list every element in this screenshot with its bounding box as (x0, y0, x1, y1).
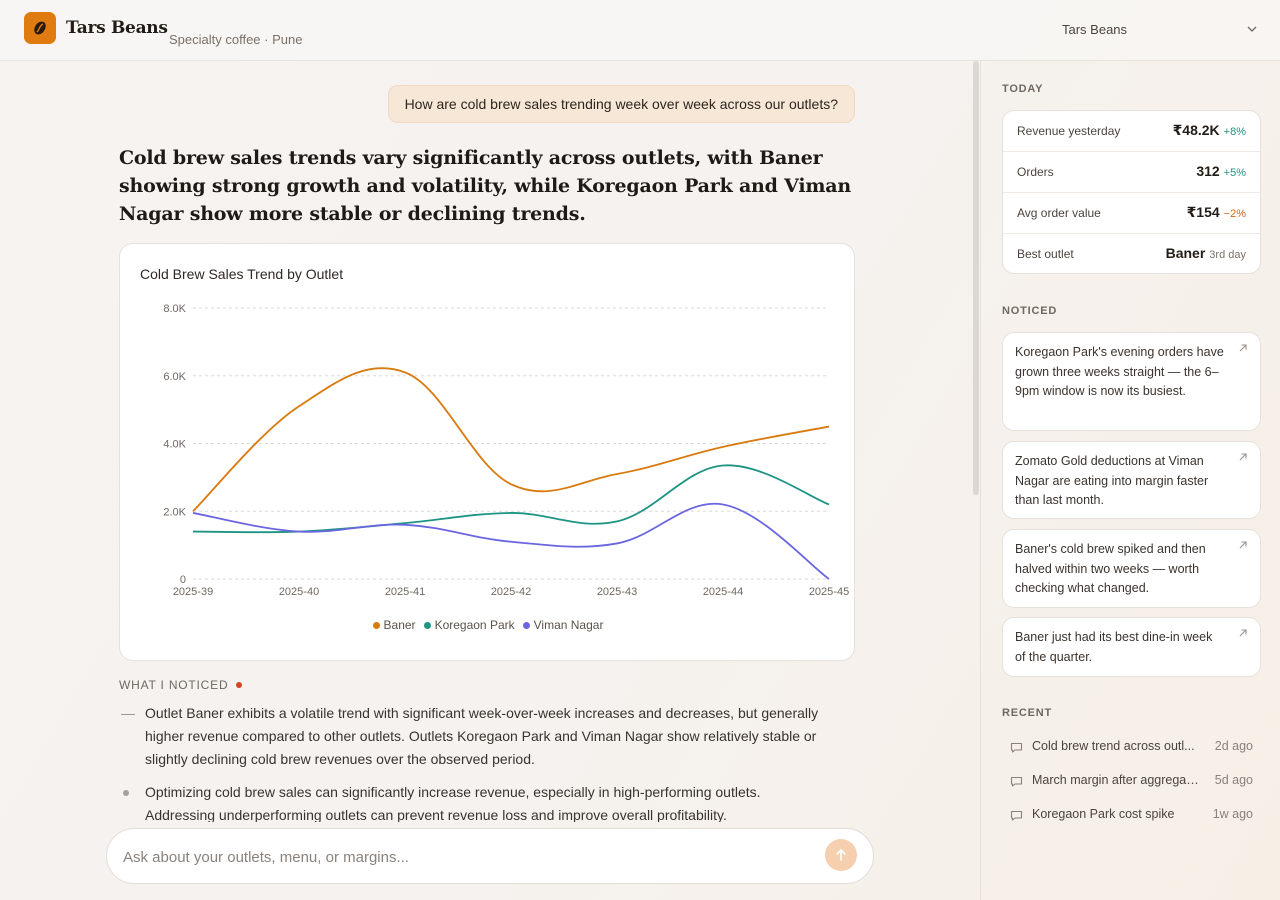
recent-chat-title: March margin after aggregat... (1032, 773, 1200, 787)
insight-item (119, 781, 819, 822)
x-tick-label: 2025-43 (596, 586, 638, 598)
x-tick-label: 2025-45 (808, 586, 850, 598)
recent-chat-title: Cold brew trend across outl... (1032, 739, 1195, 753)
x-tick-label: 2025-41 (384, 586, 426, 598)
recent-heading: RECENT (1002, 707, 1053, 719)
stat-row-orders[interactable] (1003, 152, 1260, 193)
conversation-panel (0, 61, 980, 900)
arrow-up-right-icon (1238, 628, 1248, 638)
stat-value: 312 (1196, 163, 1220, 179)
user-message: How are cold brew sales trending week over week across our outlets? (388, 85, 855, 123)
stat-delta: +8% (1223, 126, 1246, 138)
insight-item (119, 702, 819, 771)
legend-item[interactable] (373, 618, 416, 632)
stat-label: Avg order value (1017, 206, 1101, 220)
brand-logo[interactable] (24, 12, 56, 44)
x-tick-label: 2025-44 (702, 586, 744, 598)
recent-chat-time: 1w ago (1212, 807, 1253, 821)
y-tick-label: 4.0K (163, 438, 186, 451)
today-heading: TODAY (1002, 83, 1044, 95)
arrow-up-right-icon (1238, 452, 1248, 462)
notice-card[interactable] (1002, 332, 1261, 431)
send-button[interactable] (825, 839, 857, 871)
brand-name: Tars Beans (66, 18, 168, 38)
message-input[interactable] (123, 843, 813, 871)
recent-chat-item[interactable] (1010, 773, 1255, 791)
stat-row-avg-order-value[interactable] (1003, 193, 1260, 234)
arrow-up-right-icon (1238, 540, 1248, 550)
line-chart (120, 244, 856, 662)
series-line-viman-nagar[interactable] (193, 504, 829, 579)
dot-bullet-icon (123, 790, 129, 796)
chart-card (119, 243, 855, 661)
insights-sidebar (980, 61, 1280, 900)
app-header (0, 0, 1280, 61)
y-tick-label: 8.0K (163, 303, 186, 315)
recent-chat-time: 5d ago (1214, 773, 1253, 787)
noticed-heading: NOTICED (1002, 305, 1058, 317)
recent-chat-title: Koregaon Park cost spike (1032, 807, 1175, 821)
y-tick-label: 0 (179, 574, 186, 586)
stat-value: ₹48.2K (1172, 122, 1220, 138)
what-i-noticed-label: WHAT I NOTICED (119, 678, 229, 692)
notice-text: Baner's cold brew spiked and then halved within two weeks — worth checking what changed. (1015, 542, 1206, 596)
legend-swatch (523, 622, 530, 629)
notice-text: Zomato Gold deductions at Viman Nagar are eating into margin faster than last month. (1015, 454, 1209, 508)
stat-value: ₹154 (1186, 204, 1220, 220)
legend-swatch (373, 622, 380, 629)
x-tick-label: 2025-39 (172, 586, 214, 598)
notice-text: Baner just had its best dine-in week of the quarter. (1015, 630, 1213, 664)
legend-swatch (424, 622, 431, 629)
notice-card[interactable] (1002, 617, 1261, 677)
legend-label: Koregaon Park (434, 618, 515, 632)
chart-legend (120, 618, 856, 632)
recent-chat-item[interactable] (1010, 739, 1255, 757)
stat-value: Baner (1165, 245, 1206, 261)
notice-card[interactable] (1002, 529, 1261, 608)
outlet-selector-value: Tars Beans (1062, 22, 1128, 37)
chat-bubble-icon (1010, 809, 1023, 822)
answer-headline: Cold brew sales trends vary significantly across outlets, with Baner showing strong growth and volatility, while Koregaon Park and Viman Nagar show more stable or declining trends. (119, 147, 852, 225)
brand-tagline: Specialty coffee · Pune (169, 32, 303, 47)
stat-delta: 3rd day (1209, 249, 1246, 261)
stat-label: Revenue yesterday (1017, 124, 1121, 138)
chat-bubble-icon (1010, 775, 1023, 788)
arrow-up-right-icon (1238, 343, 1248, 353)
insight-text: Outlet Baner exhibits a volatile trend with significant week-over-week increases and decreases, but generally higher revenue compared to other outlets. Outlets Koregaon Park and Viman Nagar show relatively stable or slightly declining cold brew revenues over the observed period. (145, 705, 819, 767)
coffee-bean-icon (31, 19, 49, 37)
stat-row-revenue[interactable] (1003, 111, 1260, 152)
legend-label: Viman Nagar (533, 618, 604, 632)
dash-bullet-icon: — (121, 705, 135, 721)
message-composer (106, 828, 874, 884)
insight-list (119, 702, 819, 822)
y-tick-label: 2.0K (163, 506, 186, 519)
recent-chat-time: 2d ago (1214, 739, 1253, 753)
recent-chat-item[interactable] (1010, 807, 1255, 825)
x-tick-label: 2025-42 (490, 586, 532, 598)
outlet-selector[interactable] (1062, 22, 1258, 40)
today-stats-card (1002, 110, 1261, 274)
arrow-up-icon (834, 848, 848, 862)
notice-text: Koregaon Park's evening orders have grown three weeks straight — the 6–9pm window is now its busiest. (1015, 345, 1224, 399)
chevron-down-icon (1246, 23, 1258, 35)
stat-label: Orders (1017, 165, 1054, 179)
legend-item[interactable] (523, 618, 604, 632)
what-i-noticed-heading (119, 678, 242, 692)
stat-row-best-outlet[interactable] (1003, 234, 1260, 274)
chat-bubble-icon (1010, 741, 1023, 754)
legend-label: Baner (383, 618, 416, 632)
series-line-koregaon-park[interactable] (193, 465, 829, 532)
status-dot-icon (236, 682, 242, 688)
notice-card[interactable] (1002, 441, 1261, 519)
chart-title: Cold Brew Sales Trend by Outlet (140, 266, 344, 282)
insight-text: Optimizing cold brew sales can significantly increase revenue, especially in high-performing outlets. Addressing underperforming outlets can prevent revenue loss and improve overall profitability. (145, 784, 761, 822)
legend-item[interactable] (424, 618, 515, 632)
x-tick-label: 2025-40 (278, 586, 320, 598)
stat-delta: +5% (1223, 167, 1246, 179)
stat-delta: −2% (1223, 208, 1246, 220)
series-line-baner[interactable] (193, 368, 829, 511)
stat-label: Best outlet (1017, 247, 1074, 261)
y-tick-label: 6.0K (163, 370, 186, 383)
conversation-scrollbar[interactable] (973, 61, 979, 495)
